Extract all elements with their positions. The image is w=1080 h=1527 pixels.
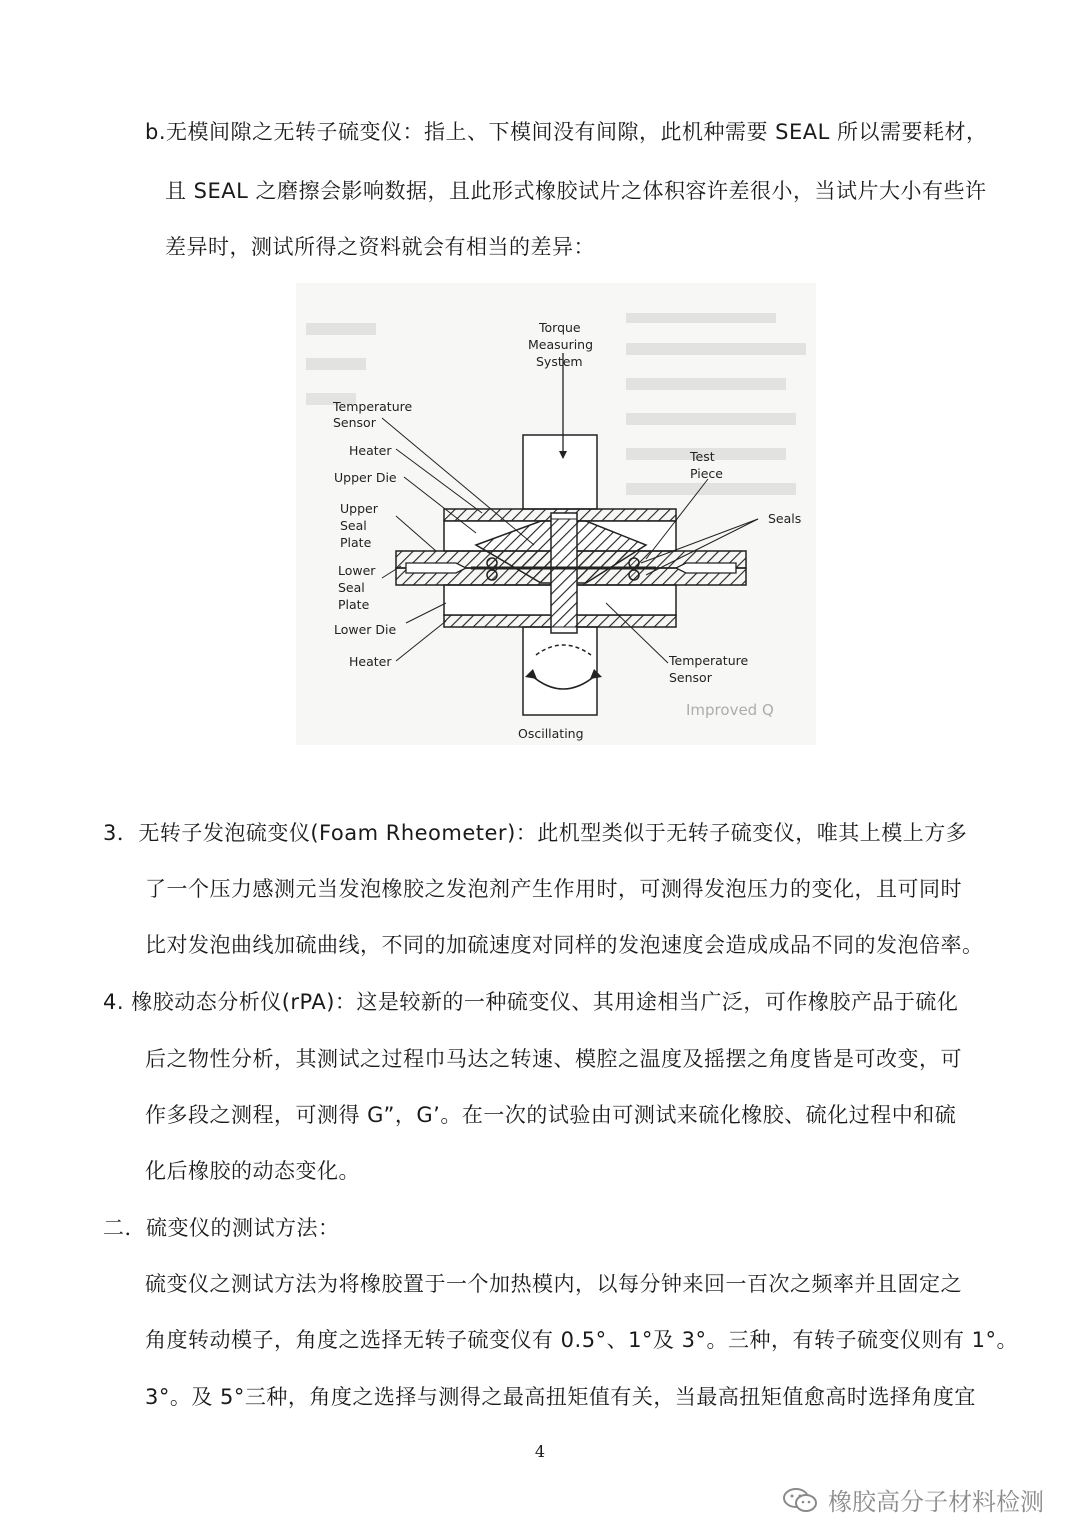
label-upper-seal-plate: Upper — [340, 501, 378, 516]
label-test-piece: Piece — [690, 466, 723, 481]
text-line: 角度转动模子，角度之选择无转子硫变仪有 0.5°、1°及 3°。三种，有转子硫变仪则有 1°。 — [145, 1328, 1019, 1352]
label-lower-seal-plate: Seal — [338, 580, 365, 595]
label-torque: Measuring — [528, 337, 594, 352]
text-line: 4. 橡胶动态分析仪(rPA)：这是较新的一种硫变仪、其用途相当广泛，可作橡胶产品于硫化 — [103, 990, 959, 1014]
rheometer-die-diagram — [296, 283, 816, 745]
label-lower-seal-plate: Plate — [338, 597, 370, 612]
label-temperature-sensor-right: Sensor — [669, 670, 712, 685]
label-upper-seal-plate: Seal — [340, 518, 367, 533]
label-test-piece: Test — [690, 449, 715, 464]
label-upper-seal-plate: Plate — [340, 535, 372, 550]
text-line: 化后橡胶的动态变化。 — [145, 1159, 360, 1183]
label-temperature-sensor: Temperature — [333, 399, 413, 414]
label-heater-bottom: Heater — [349, 654, 392, 669]
text-line: 了一个压力感测元当发泡橡胶之发泡剂产生作用时，可测得发泡压力的变化，且可同时 — [145, 877, 962, 901]
text-line: 作多段之测程，可测得 G”，G’。在一次的试验由可测试来硫化橡胶、硫化过程中和硫 — [145, 1103, 957, 1127]
text-line: 3．无转子发泡硫变仪(Foam Rheometer)：此机型类似于无转子硫变仪，唯其上模上方多 — [103, 821, 968, 845]
text-line: 后之物性分析，其测试之过程巾马达之转速、模腔之温度及摇摆之角度皆是可改变，可 — [145, 1047, 962, 1071]
label-seals: Seals — [768, 511, 802, 526]
label-upper-die: Upper Die — [334, 470, 397, 485]
text-line: 硫变仪之测试方法为将橡胶置于一个加热模内，以每分钟来回一百次之频率并且固定之 — [145, 1272, 962, 1296]
label-torque: Torque — [539, 320, 581, 335]
watermark-text: 橡胶高分子材料检测 — [828, 1488, 1044, 1516]
text-line: 3°。及 5°三种，角度之选择与测得之最高扭矩值有关，当最高扭矩值愈高时选择角度宜 — [145, 1385, 976, 1409]
page-number: 4 — [534, 1442, 546, 1461]
label-lower-die: Lower Die — [334, 622, 397, 637]
text-line: 且 SEAL 之磨擦会影响数据，且此形式橡胶试片之体积容许差很小，当试片大小有些许 — [165, 179, 987, 203]
label-temperature-sensor-right: Temperature — [669, 653, 749, 668]
section-heading: 二．硫变仪的测试方法： — [103, 1216, 340, 1240]
label-oscillating: Oscillating — [518, 726, 584, 741]
label-temperature-sensor: Sensor — [333, 415, 376, 430]
bleed-text: Improved Q — [686, 701, 774, 719]
wechat-icon — [782, 1486, 818, 1514]
watermark — [782, 1482, 1044, 1517]
text-line: b.无模间隙之无转子硫变仪：指上、下模间没有间隙，此机种需要 SEAL 所以需要耗材， — [145, 120, 988, 144]
text-line: 比对发泡曲线加硫曲线，不同的加硫速度对同样的发泡速度会造成成品不同的发泡倍率。 — [145, 933, 984, 957]
label-heater-top: Heater — [349, 443, 392, 458]
text-line: 差异时，测试所得之资料就会有相当的差异： — [165, 235, 595, 259]
label-torque: System — [536, 354, 583, 369]
label-lower-seal-plate: Lower — [338, 563, 376, 578]
